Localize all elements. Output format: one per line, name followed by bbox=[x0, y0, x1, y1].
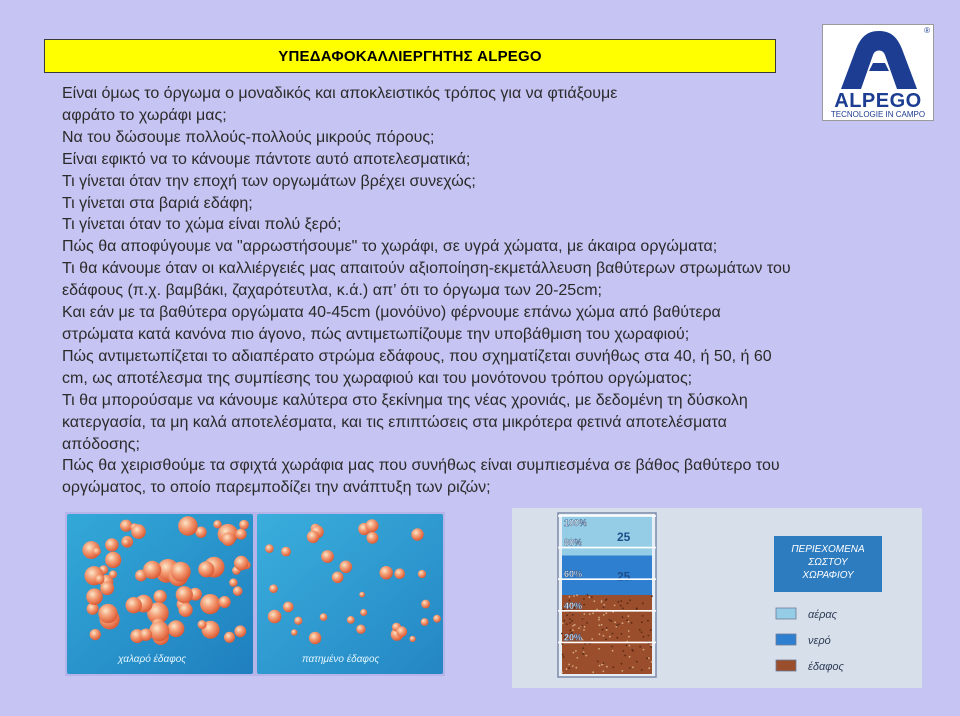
legend-swatch bbox=[776, 660, 796, 671]
soil-speckle bbox=[572, 625, 574, 627]
soil-speckle bbox=[631, 622, 633, 624]
soil-pore bbox=[394, 568, 405, 579]
soil-speckle bbox=[586, 622, 588, 624]
soil-comparison-illustration bbox=[65, 512, 445, 676]
legend-label: έδαφος bbox=[808, 661, 844, 673]
soil-speckle bbox=[621, 670, 623, 672]
soil-pore bbox=[219, 596, 231, 608]
soil-speckle bbox=[589, 596, 591, 598]
soil-speckle bbox=[631, 649, 633, 651]
soil-pore bbox=[213, 520, 221, 528]
soil-speckle bbox=[601, 624, 603, 626]
soil-speckle bbox=[597, 661, 599, 663]
chart-tick-label: 40% bbox=[564, 600, 583, 611]
body-line: Να του δώσουμε πολλούς-πολλούς μικρούς πόρους; bbox=[62, 128, 435, 146]
soil-speckle bbox=[648, 667, 650, 669]
soil-speckle bbox=[605, 638, 607, 640]
soil-speckle bbox=[651, 595, 653, 597]
soil-pore bbox=[321, 550, 334, 563]
legend-swatch bbox=[776, 608, 796, 619]
soil-pore bbox=[200, 594, 220, 614]
legend-label: νερό bbox=[808, 635, 831, 647]
soil-speckle bbox=[569, 618, 571, 620]
soil-speckle bbox=[641, 631, 643, 633]
soil-pore bbox=[307, 531, 320, 544]
soil-speckle bbox=[573, 595, 575, 597]
soil-speckle bbox=[582, 647, 584, 649]
compacted-soil-caption: πατημένο έδαφος bbox=[302, 654, 380, 665]
soil-pore bbox=[360, 609, 367, 616]
soil-speckle bbox=[566, 614, 568, 616]
soil-speckle bbox=[592, 671, 594, 673]
body-line: Είναι εφικτό να το κάνουμε πάντοτε αυτό αποτελεσματικά; bbox=[62, 150, 471, 168]
body-line: Τι θα κάνουμε όταν οι καλλιέργειές μας απαιτούν αξιοποίηση-εκμετάλλευση βαθύτερων στρωμάτων του bbox=[62, 260, 791, 278]
soil-speckle bbox=[650, 644, 652, 646]
soil-speckle bbox=[601, 664, 603, 666]
soil-speckle bbox=[566, 623, 568, 625]
soil-content-chart bbox=[512, 508, 922, 688]
soil-speckle bbox=[603, 635, 605, 637]
body-line: οργώματος, το οποίο παρεμποδίζει την ανάπτυξη των ριζών; bbox=[62, 479, 491, 497]
soil-speckle bbox=[584, 626, 586, 628]
soil-speckle bbox=[632, 666, 634, 668]
chart-title-line: ΠΕΡΙΕΧΟΜΕΝΑ bbox=[791, 544, 865, 555]
soil-pore bbox=[98, 604, 117, 623]
soil-speckle bbox=[629, 667, 631, 669]
soil-speckle bbox=[587, 594, 589, 596]
soil-pore bbox=[380, 566, 393, 579]
soil-pore bbox=[347, 616, 355, 624]
soil-speckle bbox=[575, 650, 577, 652]
soil-pore bbox=[309, 632, 321, 644]
page-title: ΥΠΕΔΑΦΟΚΑΛΛΙΕΡΓΗΤΗΣ ALPEGO bbox=[278, 47, 542, 65]
soil-speckle bbox=[610, 620, 612, 622]
soil-pore bbox=[93, 548, 101, 556]
title-banner bbox=[44, 39, 776, 73]
soil-speckle bbox=[581, 625, 583, 627]
body-line: Και εάν με τα βαθύτερα οργώματα 40-45cm (μονόϋνο) φέρνουμε επάνω χώμα από βαθύτερα bbox=[62, 304, 721, 322]
soil-speckle bbox=[568, 664, 570, 666]
soil-speckle bbox=[626, 619, 628, 621]
soil-pore bbox=[366, 519, 379, 532]
body-line: Πώς θα χειρισθούμε τα σφιχτά χωράφια μας που συνήθως είναι συμπιεσμένα σε βάθος βαθύτερο του bbox=[62, 457, 780, 475]
soil-pore bbox=[95, 575, 105, 585]
soil-speckle bbox=[614, 605, 616, 607]
soil-speckle bbox=[611, 646, 613, 648]
soil-speckle bbox=[628, 621, 630, 623]
body-line: cm, ως αποτέλεσμα της συμπίεσης του χωραφιού και του μονότονου τρόπου οργώματος; bbox=[62, 369, 693, 387]
soil-pore bbox=[140, 629, 152, 641]
soil-pore bbox=[229, 578, 237, 586]
soil-speckle bbox=[628, 645, 630, 647]
soil-speckle bbox=[592, 612, 594, 614]
logo-wordmark: ALPEGO bbox=[834, 90, 922, 112]
soil-speckle bbox=[563, 656, 565, 658]
soil-pore bbox=[269, 584, 278, 593]
soil-speckle bbox=[583, 613, 585, 615]
body-line: Τι θα μπορούσαμε να κάνουμε καλύτερα στο ξεκίνημα της νέας χρονιάς, με δεδομένη τη δύσκολη bbox=[62, 391, 748, 409]
chart-tick-label: 20% bbox=[564, 632, 583, 643]
soil-speckle bbox=[628, 630, 630, 632]
soil-speckle bbox=[598, 619, 600, 621]
soil-speckle bbox=[583, 598, 585, 600]
soil-speckle bbox=[578, 627, 580, 629]
soil-speckle bbox=[606, 629, 608, 631]
soil-speckle bbox=[636, 661, 638, 663]
legend-swatch bbox=[776, 634, 796, 645]
soil-speckle bbox=[622, 616, 624, 618]
soil-speckle bbox=[569, 596, 571, 598]
soil-pore bbox=[90, 629, 101, 640]
soil-pore bbox=[281, 547, 291, 557]
soil-pore bbox=[236, 529, 247, 540]
soil-pore bbox=[222, 532, 236, 546]
body-text bbox=[62, 83, 892, 499]
soil-speckle bbox=[601, 600, 603, 602]
soil-speckle bbox=[599, 633, 601, 635]
soil-speckle bbox=[614, 621, 616, 623]
chart-segment-label: 25 bbox=[617, 569, 631, 584]
soil-pore bbox=[179, 603, 193, 617]
soil-speckle bbox=[572, 665, 574, 667]
logo-tagline: TECNOLOGIE IN CAMPO bbox=[830, 110, 926, 119]
soil-speckle bbox=[641, 621, 643, 623]
soil-speckle bbox=[622, 650, 624, 652]
soil-speckle bbox=[572, 629, 574, 631]
soil-pore bbox=[367, 532, 379, 544]
soil-speckle bbox=[583, 629, 585, 631]
body-line: Τι γίνεται όταν το χώμα είναι πολύ ξερό; bbox=[62, 216, 342, 234]
soil-pore bbox=[418, 570, 426, 578]
soil-speckle bbox=[624, 655, 626, 657]
body-line: Τι γίνεται στα βαριά εδάφη; bbox=[62, 194, 253, 212]
soil-speckle bbox=[582, 618, 584, 620]
soil-speckle bbox=[616, 625, 618, 627]
soil-speckle bbox=[562, 654, 564, 656]
soil-speckle bbox=[620, 600, 622, 602]
soil-pore bbox=[100, 581, 114, 595]
chart-title-line: ΣΩΣΤΟΥ bbox=[808, 557, 848, 568]
soil-speckle bbox=[616, 637, 618, 639]
soil-speckle bbox=[612, 633, 614, 635]
soil-pore bbox=[320, 613, 328, 621]
soil-pore bbox=[294, 617, 302, 625]
soil-pore bbox=[109, 570, 117, 578]
soil-speckle bbox=[576, 594, 578, 596]
body-line: Πώς θα αποφύγουμε να "αρρωστήσουμε" το χωράφι, σε υγρά χώματα, με άκαιρα οργώματα; bbox=[62, 238, 718, 256]
soil-speckle bbox=[650, 646, 652, 648]
soil-speckle bbox=[605, 599, 607, 601]
soil-pore bbox=[198, 620, 207, 629]
soil-pore bbox=[143, 561, 161, 579]
registered-mark: ® bbox=[924, 26, 930, 35]
soil-speckle bbox=[576, 657, 578, 659]
body-line: αφράτο το χωράφι μας; bbox=[62, 106, 227, 124]
soil-pore bbox=[239, 520, 249, 530]
soil-speckle bbox=[647, 620, 649, 622]
soil-speckle bbox=[609, 636, 611, 638]
soil-pore bbox=[332, 572, 344, 584]
body-line: Τι γίνεται όταν την εποχή των οργωμάτων βρέχει συνεχώς; bbox=[62, 172, 476, 190]
soil-speckle bbox=[598, 617, 600, 619]
soil-speckle bbox=[603, 663, 605, 665]
soil-speckle bbox=[598, 624, 600, 626]
soil-speckle bbox=[642, 615, 644, 617]
soil-speckle bbox=[561, 671, 563, 673]
soil-speckle bbox=[609, 619, 611, 621]
soil-speckle bbox=[574, 624, 576, 626]
body-line: εδάφους (π.χ. βαμβάκι, ζαχαρότευτλα, κ.ά.) απ’ ότι το όργωμα των 20-25cm; bbox=[62, 282, 602, 300]
soil-pore bbox=[120, 520, 132, 532]
legend-label: αέρας bbox=[808, 609, 838, 621]
soil-pore bbox=[283, 602, 294, 613]
soil-speckle bbox=[636, 608, 638, 610]
soil-pore bbox=[411, 528, 423, 540]
body-line: Είναι όμως το όργωμα ο μοναδικός και αποκλειστικός τρόπος για να φτιάξουμε bbox=[62, 85, 618, 102]
soil-pore bbox=[234, 556, 249, 571]
soil-speckle bbox=[651, 661, 653, 663]
soil-speckle bbox=[643, 636, 645, 638]
soil-speckle bbox=[650, 629, 652, 631]
soil-pore bbox=[178, 516, 198, 536]
soil-speckle bbox=[561, 633, 563, 635]
soil-speckle bbox=[648, 657, 650, 659]
soil-speckle bbox=[606, 627, 608, 629]
soil-speckle bbox=[603, 607, 605, 609]
soil-speckle bbox=[612, 666, 614, 668]
body-line: Πώς αντιμετωπίζεται το αδιαπέρατο στρώμα εδάφους, που σχηματίζεται συνήθως στα 40, ή 50, ή 60 bbox=[62, 347, 772, 365]
soil-speckle bbox=[628, 636, 630, 638]
soil-speckle bbox=[583, 604, 585, 606]
soil-speckle bbox=[622, 607, 624, 609]
soil-speckle bbox=[620, 605, 622, 607]
soil-speckle bbox=[599, 665, 601, 667]
soil-pore bbox=[433, 615, 441, 623]
soil-pore bbox=[126, 597, 142, 613]
soil-speckle bbox=[598, 648, 600, 650]
soil-speckle bbox=[628, 615, 630, 617]
soil-speckle bbox=[618, 623, 620, 625]
soil-pore bbox=[86, 588, 103, 605]
soil-pore bbox=[291, 629, 297, 635]
soil-speckle bbox=[612, 650, 614, 652]
soil-speckle bbox=[573, 652, 575, 654]
soil-pore bbox=[421, 618, 429, 626]
soil-speckle bbox=[629, 656, 631, 658]
soil-speckle bbox=[575, 667, 577, 669]
soil-speckle bbox=[571, 620, 573, 622]
chart-segment-label: 25 bbox=[617, 529, 631, 544]
soil-pore bbox=[359, 592, 365, 598]
soil-speckle bbox=[589, 613, 591, 615]
soil-speckle bbox=[569, 629, 571, 631]
soil-speckle bbox=[643, 649, 645, 651]
soil-pore bbox=[234, 625, 246, 637]
soil-speckle bbox=[641, 669, 643, 671]
soil-pore bbox=[171, 562, 191, 582]
soil-pore bbox=[131, 524, 146, 539]
soil-speckle bbox=[566, 668, 568, 670]
soil-speckle bbox=[591, 638, 593, 640]
soil-speckle bbox=[621, 633, 623, 635]
soil-speckle bbox=[605, 612, 607, 614]
soil-pore bbox=[340, 561, 353, 574]
soil-pore bbox=[149, 621, 169, 641]
soil-speckle bbox=[583, 651, 585, 653]
soil-speckle bbox=[561, 643, 563, 645]
soil-pore bbox=[176, 586, 193, 603]
soil-speckle bbox=[568, 667, 570, 669]
soil-speckle bbox=[622, 622, 624, 624]
soil-pore bbox=[154, 590, 167, 603]
soil-speckle bbox=[593, 600, 595, 602]
soil-pore bbox=[233, 586, 243, 596]
soil-pore bbox=[224, 632, 235, 643]
body-line: απόδοσης; bbox=[62, 435, 140, 453]
soil-pore bbox=[168, 620, 185, 637]
soil-speckle bbox=[585, 655, 587, 657]
soil-pore bbox=[122, 538, 130, 546]
chart-tick-label: 60% bbox=[564, 569, 583, 580]
soil-speckle bbox=[569, 622, 571, 624]
soil-speckle bbox=[627, 602, 629, 604]
soil-pore bbox=[198, 561, 214, 577]
soil-pore bbox=[410, 636, 416, 642]
soil-speckle bbox=[629, 599, 631, 601]
soil-pore bbox=[268, 610, 282, 624]
soil-speckle bbox=[602, 629, 604, 631]
soil-pore bbox=[105, 538, 118, 551]
soil-speckle bbox=[562, 623, 564, 625]
soil-speckle bbox=[563, 620, 565, 622]
soil-speckle bbox=[646, 658, 648, 660]
soil-pore bbox=[396, 626, 407, 637]
soil-speckle bbox=[639, 629, 641, 631]
soil-speckle bbox=[626, 645, 628, 647]
soil-speckle bbox=[642, 602, 644, 604]
soil-speckle bbox=[572, 614, 574, 616]
soil-speckle bbox=[639, 646, 641, 648]
soil-pore bbox=[265, 544, 274, 553]
loose-soil-caption: χαλαρό έδαφος bbox=[118, 654, 187, 665]
soil-pore bbox=[421, 600, 430, 609]
soil-speckle bbox=[602, 671, 604, 673]
chart-title-line: ΧΩΡΑΦΙΟΥ bbox=[802, 570, 854, 581]
chart-tick-label: 80% bbox=[564, 537, 583, 548]
body-line: κατεργασία, τα μη καλά αποτελέσματα, και τις επιπτώσεις στα μικρότερα φετινά αποτελέσματα bbox=[62, 413, 727, 431]
soil-speckle bbox=[591, 596, 593, 598]
chart-tick-label: 100% bbox=[564, 518, 588, 528]
soil-speckle bbox=[606, 666, 608, 668]
soil-speckle bbox=[648, 635, 650, 637]
soil-speckle bbox=[621, 663, 623, 665]
soil-speckle bbox=[603, 604, 605, 606]
body-line: στρώματα κατά κανόνα πιο άγονο, πώς αντιμετωπίζουμε την υποβάθμιση του χωραφιού; bbox=[62, 325, 690, 343]
soil-speckle bbox=[603, 614, 605, 616]
soil-pore bbox=[105, 552, 121, 568]
soil-speckle bbox=[617, 601, 619, 603]
soil-pore bbox=[356, 625, 365, 634]
